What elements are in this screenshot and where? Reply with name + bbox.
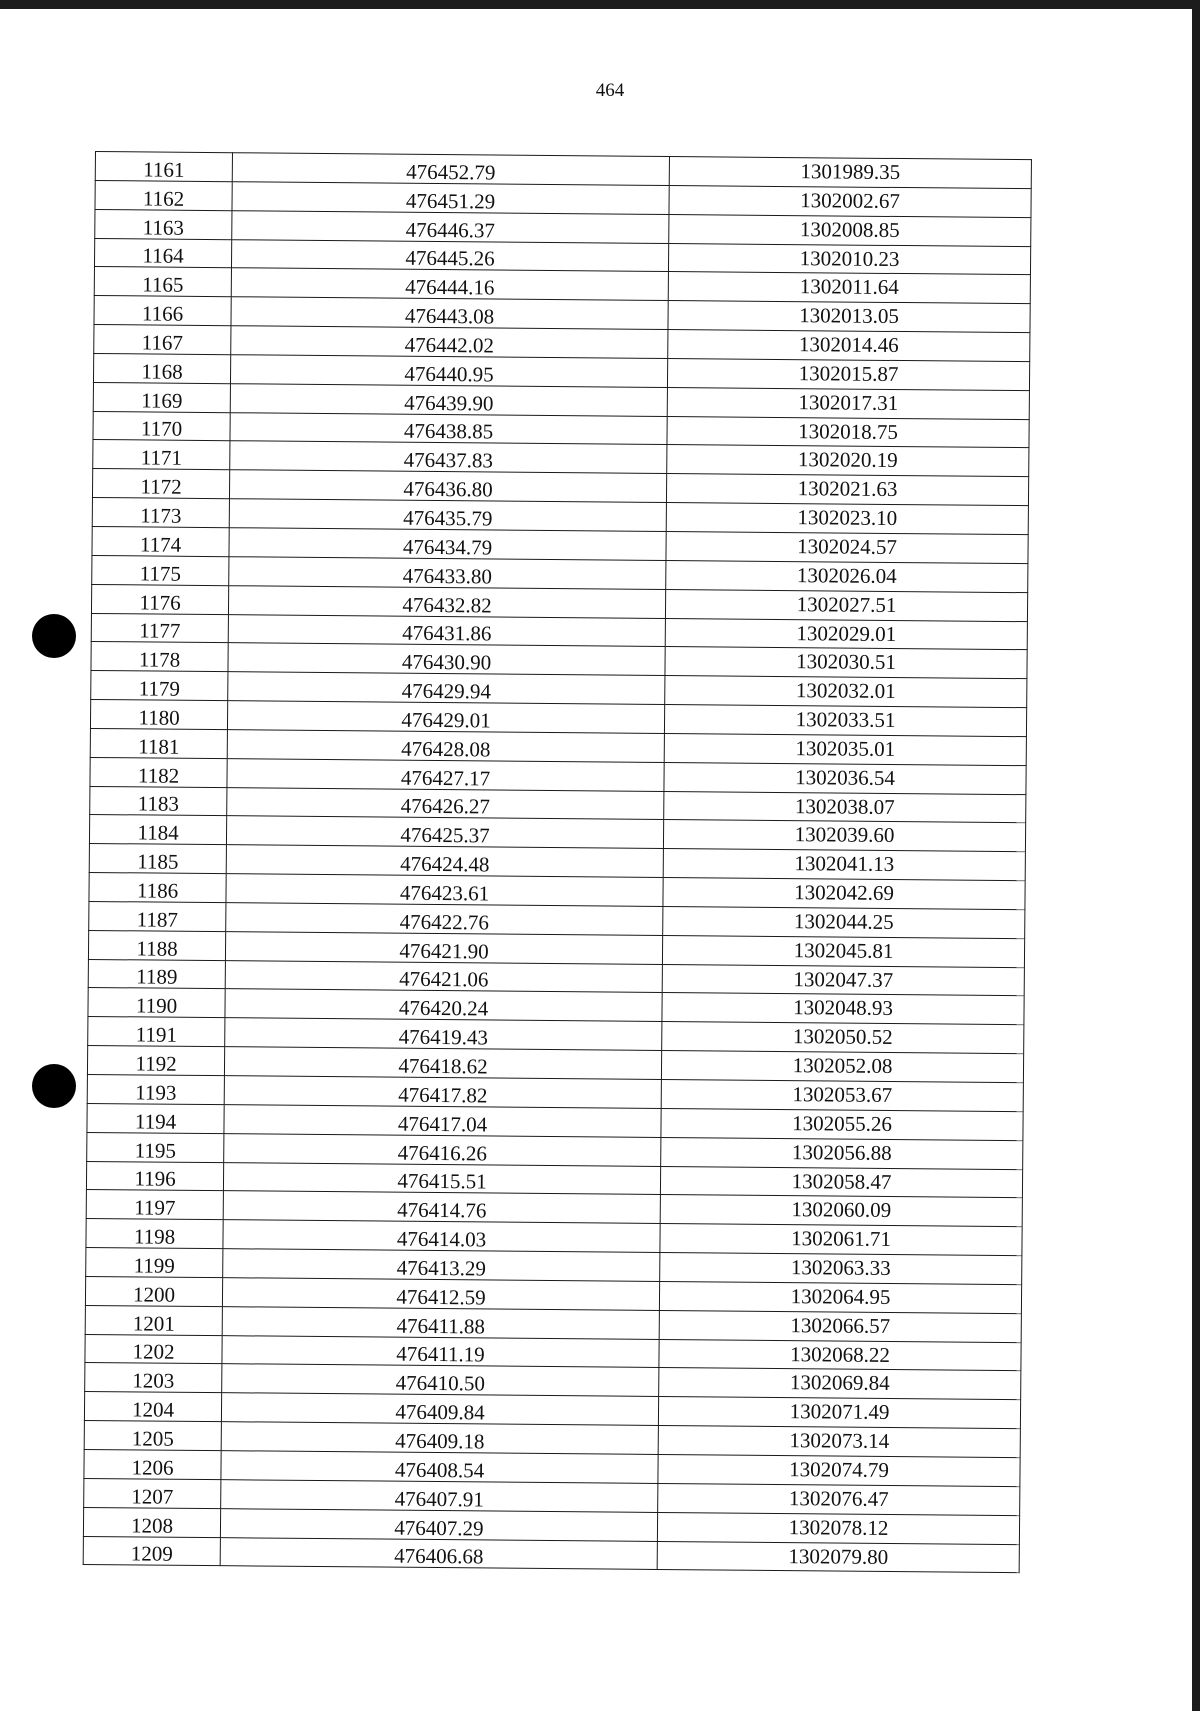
easting-cell: 476432.82: [228, 585, 665, 618]
point-id-cell: 1206: [84, 1449, 221, 1479]
easting-cell: 476440.95: [230, 355, 667, 388]
easting-cell: 476434.79: [229, 528, 666, 561]
point-id-cell: 1203: [85, 1363, 222, 1393]
point-id-cell: 1205: [84, 1421, 221, 1451]
easting-cell: 476409.18: [221, 1422, 658, 1455]
northing-cell: 1302029.01: [665, 618, 1027, 650]
point-id-cell: 1186: [89, 873, 226, 903]
point-id-cell: 1195: [87, 1132, 224, 1162]
northing-cell: 1302047.37: [662, 964, 1024, 996]
northing-cell: 1302010.23: [668, 243, 1030, 275]
easting-cell: 476426.27: [227, 787, 664, 820]
easting-cell: 476414.76: [223, 1191, 660, 1224]
easting-cell: 476407.91: [221, 1479, 658, 1512]
point-id-cell: 1162: [95, 180, 232, 210]
point-id-cell: 1173: [92, 498, 229, 528]
northing-cell: 1302017.31: [667, 387, 1029, 419]
easting-cell: 476415.51: [223, 1162, 660, 1195]
point-id-cell: 1209: [83, 1536, 220, 1566]
point-id-cell: 1179: [91, 671, 228, 701]
point-id-cell: 1191: [88, 1017, 225, 1047]
point-id-cell: 1161: [95, 152, 232, 182]
point-id-cell: 1183: [90, 786, 227, 816]
northing-cell: 1302052.08: [661, 1051, 1023, 1083]
scan-border-right: [1192, 0, 1200, 1711]
point-id-cell: 1204: [84, 1392, 221, 1422]
northing-cell: 1302079.80: [657, 1541, 1019, 1573]
northing-cell: 1302014.46: [668, 330, 1030, 362]
punch-hole: [32, 614, 76, 658]
point-id-cell: 1187: [89, 901, 226, 931]
northing-cell: 1302073.14: [658, 1426, 1020, 1458]
easting-cell: 476424.48: [226, 845, 663, 878]
point-id-cell: 1196: [86, 1161, 223, 1191]
easting-cell: 476417.82: [224, 1076, 661, 1109]
point-id-cell: 1176: [91, 584, 228, 614]
point-id-cell: 1201: [85, 1305, 222, 1335]
easting-cell: 476452.79: [232, 153, 669, 186]
point-id-cell: 1172: [92, 469, 229, 499]
easting-cell: 476421.90: [225, 931, 662, 964]
northing-cell: 1302060.09: [660, 1195, 1022, 1227]
northing-cell: 1302050.52: [662, 1022, 1024, 1054]
northing-cell: 1302018.75: [667, 416, 1029, 448]
northing-cell: 1302038.07: [664, 791, 1026, 823]
point-id-cell: 1193: [87, 1074, 224, 1104]
northing-cell: 1302023.10: [666, 503, 1028, 535]
northing-cell: 1302055.26: [661, 1108, 1023, 1140]
point-id-cell: 1166: [94, 296, 231, 326]
northing-cell: 1302076.47: [658, 1483, 1020, 1515]
easting-cell: 476412.59: [222, 1278, 659, 1311]
point-id-cell: 1164: [94, 238, 231, 268]
northing-cell: 1302048.93: [662, 993, 1024, 1025]
easting-cell: 476411.19: [222, 1335, 659, 1368]
northing-cell: 1302013.05: [668, 301, 1030, 333]
northing-cell: 1302064.95: [659, 1281, 1021, 1313]
point-id-cell: 1181: [90, 728, 227, 758]
easting-cell: 476435.79: [229, 499, 666, 532]
point-id-cell: 1178: [91, 642, 228, 672]
easting-cell: 476425.37: [226, 816, 663, 849]
easting-cell: 476433.80: [229, 556, 666, 589]
easting-cell: 476414.03: [223, 1220, 660, 1253]
point-id-cell: 1194: [87, 1103, 224, 1133]
northing-cell: 1302032.01: [665, 676, 1027, 708]
northing-cell: 1302053.67: [661, 1079, 1023, 1111]
northing-cell: 1302074.79: [658, 1454, 1020, 1486]
punch-hole: [32, 1064, 76, 1108]
northing-cell: 1302066.57: [659, 1310, 1021, 1342]
easting-cell: 476430.90: [228, 643, 665, 676]
easting-cell: 476409.84: [221, 1393, 658, 1426]
easting-cell: 476431.86: [228, 614, 665, 647]
easting-cell: 476429.94: [228, 672, 665, 705]
northing-cell: 1302071.49: [658, 1397, 1020, 1429]
point-id-cell: 1199: [86, 1248, 223, 1278]
easting-cell: 476443.08: [231, 297, 668, 330]
easting-cell: 476420.24: [225, 989, 662, 1022]
point-id-cell: 1168: [93, 353, 230, 383]
northing-cell: 1302061.71: [660, 1224, 1022, 1256]
easting-cell: 476406.68: [220, 1537, 657, 1570]
northing-cell: 1302002.67: [669, 185, 1031, 217]
point-id-cell: 1202: [85, 1334, 222, 1364]
coordinates-table: [83, 151, 1032, 1573]
point-id-cell: 1182: [90, 757, 227, 787]
point-id-cell: 1192: [87, 1046, 224, 1076]
northing-cell: 1302078.12: [657, 1512, 1019, 1544]
northing-cell: 1302035.01: [664, 733, 1026, 765]
northing-cell: 1302026.04: [666, 560, 1028, 592]
northing-cell: 1302041.13: [663, 849, 1025, 881]
easting-cell: 476436.80: [229, 470, 666, 503]
point-id-cell: 1207: [84, 1478, 221, 1508]
northing-cell: 1302069.84: [659, 1368, 1021, 1400]
northing-cell: 1302008.85: [669, 214, 1031, 246]
easting-cell: 476451.29: [232, 182, 669, 215]
northing-cell: 1301989.35: [669, 157, 1031, 189]
easting-cell: 476439.90: [230, 383, 667, 416]
northing-cell: 1302063.33: [660, 1253, 1022, 1285]
northing-cell: 1302033.51: [664, 705, 1026, 737]
point-id-cell: 1198: [86, 1219, 223, 1249]
point-id-cell: 1200: [85, 1276, 222, 1306]
point-id-cell: 1167: [94, 325, 231, 355]
point-id-cell: 1175: [92, 555, 229, 585]
table-body: [83, 152, 1031, 1573]
easting-cell: 476421.06: [225, 960, 662, 993]
northing-cell: 1302058.47: [660, 1166, 1022, 1198]
easting-cell: 476438.85: [230, 412, 667, 445]
scan-border-top: [0, 0, 1200, 9]
point-id-cell: 1171: [93, 440, 230, 470]
point-id-cell: 1185: [89, 844, 226, 874]
northing-cell: 1302044.25: [663, 906, 1025, 938]
point-id-cell: 1174: [92, 526, 229, 556]
northing-cell: 1302020.19: [667, 445, 1029, 477]
easting-cell: 476428.08: [227, 730, 664, 763]
page-number: 464: [595, 80, 625, 101]
easting-cell: 476444.16: [231, 268, 668, 301]
point-id-cell: 1184: [89, 815, 226, 845]
point-id-cell: 1188: [88, 930, 225, 960]
easting-cell: 476422.76: [226, 903, 663, 936]
northing-cell: 1302068.22: [659, 1339, 1021, 1371]
point-id-cell: 1163: [95, 209, 232, 239]
point-id-cell: 1208: [83, 1507, 220, 1537]
point-id-cell: 1170: [93, 411, 230, 441]
point-id-cell: 1165: [94, 267, 231, 297]
easting-cell: 476410.50: [222, 1364, 659, 1397]
easting-cell: 476418.62: [224, 1047, 661, 1080]
easting-cell: 476423.61: [226, 874, 663, 907]
point-id-cell: 1180: [90, 700, 227, 730]
northing-cell: 1302036.54: [664, 762, 1026, 794]
northing-cell: 1302042.69: [663, 878, 1025, 910]
easting-cell: 476437.83: [230, 441, 667, 474]
easting-cell: 476411.88: [222, 1306, 659, 1339]
easting-cell: 476419.43: [225, 1018, 662, 1051]
point-id-cell: 1169: [93, 382, 230, 412]
easting-cell: 476408.54: [221, 1451, 658, 1484]
northing-cell: 1302011.64: [668, 272, 1030, 304]
easting-cell: 476429.01: [227, 701, 664, 734]
easting-cell: 476416.26: [224, 1133, 661, 1166]
northing-cell: 1302027.51: [665, 589, 1027, 621]
point-id-cell: 1190: [88, 988, 225, 1018]
easting-cell: 476445.26: [231, 239, 668, 272]
northing-cell: 1302056.88: [661, 1137, 1023, 1169]
easting-cell: 476417.04: [224, 1105, 661, 1138]
point-id-cell: 1189: [88, 959, 225, 989]
northing-cell: 1302021.63: [666, 474, 1028, 506]
easting-cell: 476446.37: [232, 210, 669, 243]
easting-cell: 476427.17: [227, 758, 664, 791]
northing-cell: 1302039.60: [663, 820, 1025, 852]
easting-cell: 476413.29: [223, 1249, 660, 1282]
point-id-cell: 1177: [91, 613, 228, 643]
northing-cell: 1302015.87: [667, 358, 1029, 390]
easting-cell: 476442.02: [231, 326, 668, 359]
northing-cell: 1302045.81: [662, 935, 1024, 967]
northing-cell: 1302030.51: [665, 647, 1027, 679]
northing-cell: 1302024.57: [666, 531, 1028, 563]
point-id-cell: 1197: [86, 1190, 223, 1220]
easting-cell: 476407.29: [220, 1508, 657, 1541]
